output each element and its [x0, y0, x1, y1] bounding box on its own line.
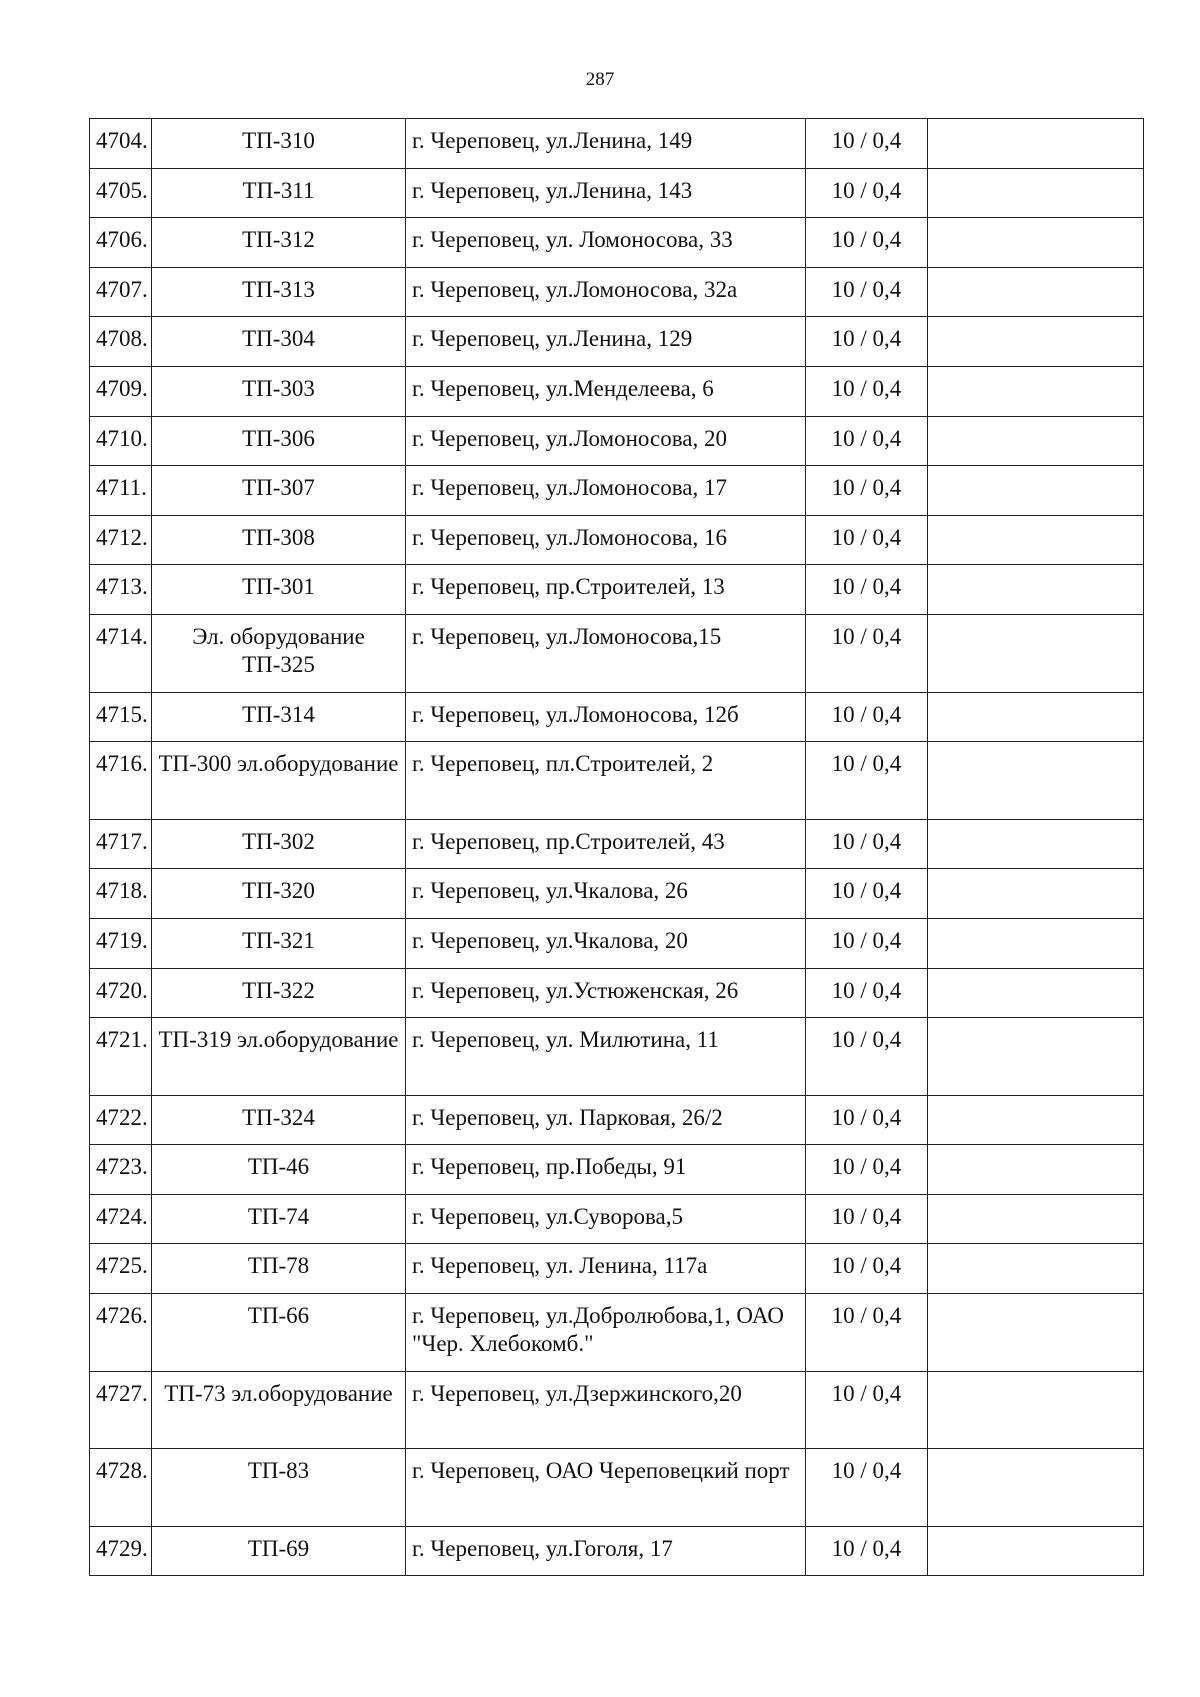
substation-address: г. Череповец, пр.Победы, 91: [406, 1145, 806, 1195]
substation-address: г. Череповец, ул.Чкалова, 20: [406, 918, 806, 968]
substation-address: г. Череповец, ОАО Череповецкий порт: [406, 1449, 806, 1527]
page-number: 287: [585, 69, 615, 90]
voltage-value: 10 / 0,4: [806, 515, 928, 565]
voltage-value: 10 / 0,4: [806, 1244, 928, 1294]
empty-cell: [928, 119, 1144, 169]
table-row: [90, 515, 1144, 565]
voltage-value: 10 / 0,4: [806, 1449, 928, 1527]
row-number: 4717.: [90, 819, 152, 869]
substation-address: г. Череповец, ул.Дзержинского,20: [406, 1371, 806, 1449]
table-row: [90, 565, 1144, 615]
row-number: 4705.: [90, 168, 152, 218]
empty-cell: [928, 218, 1144, 268]
table-row: [90, 1244, 1144, 1294]
substation-address: г. Череповец, ул.Ломоносова, 12б: [406, 692, 806, 742]
empty-cell: [928, 1018, 1144, 1096]
table-row: [90, 366, 1144, 416]
voltage-value: 10 / 0,4: [806, 614, 928, 692]
table-row: [90, 1371, 1144, 1449]
empty-cell: [928, 416, 1144, 466]
substation-name: Эл. оборудование ТП-325: [152, 614, 406, 692]
substation-address: г. Череповец, пр.Строителей, 43: [406, 819, 806, 869]
substation-name: ТП-322: [152, 968, 406, 1018]
row-number: 4718.: [90, 869, 152, 919]
substation-address: г. Череповец, ул.Добролюбова,1, ОАО "Чер. Хлебокомб.": [406, 1294, 806, 1372]
substation-address: г. Череповец, ул.Суворова,5: [406, 1194, 806, 1244]
row-number: 4706.: [90, 218, 152, 268]
substation-name: ТП-320: [152, 869, 406, 919]
empty-cell: [928, 819, 1144, 869]
voltage-value: 10 / 0,4: [806, 692, 928, 742]
substation-address: г. Череповец, ул.Ломоносова, 17: [406, 466, 806, 516]
substation-address: г. Череповец, ул.Ломоносова, 20: [406, 416, 806, 466]
substation-name: ТП-306: [152, 416, 406, 466]
substation-address: г. Череповец, ул.Чкалова, 26: [406, 869, 806, 919]
substation-name: ТП-304: [152, 317, 406, 367]
row-number: 4711.: [90, 466, 152, 516]
table-row: [90, 819, 1144, 869]
row-number: 4709.: [90, 366, 152, 416]
voltage-value: 10 / 0,4: [806, 1095, 928, 1145]
voltage-value: 10 / 0,4: [806, 1018, 928, 1096]
empty-cell: [928, 869, 1144, 919]
voltage-value: 10 / 0,4: [806, 1526, 928, 1576]
empty-cell: [928, 692, 1144, 742]
row-number: 4707.: [90, 267, 152, 317]
row-number: 4720.: [90, 968, 152, 1018]
table-row: [90, 968, 1144, 1018]
substation-name: ТП-83: [152, 1449, 406, 1527]
empty-cell: [928, 1526, 1144, 1576]
table-row: [90, 1095, 1144, 1145]
substation-name: ТП-46: [152, 1145, 406, 1195]
substation-name: ТП-301: [152, 565, 406, 615]
voltage-value: 10 / 0,4: [806, 1371, 928, 1449]
voltage-value: 10 / 0,4: [806, 1294, 928, 1372]
substation-name: ТП-310: [152, 119, 406, 169]
table-row: [90, 416, 1144, 466]
substation-address: г. Череповец, ул.Гоголя, 17: [406, 1526, 806, 1576]
substation-name: ТП-74: [152, 1194, 406, 1244]
table-row: [90, 267, 1144, 317]
row-number: 4716.: [90, 742, 152, 820]
substation-name: ТП-314: [152, 692, 406, 742]
empty-cell: [928, 565, 1144, 615]
table-row: [90, 317, 1144, 367]
substation-address: г. Череповец, ул.Устюженская, 26: [406, 968, 806, 1018]
substation-address: г. Череповец, ул.Ленина, 143: [406, 168, 806, 218]
empty-cell: [928, 918, 1144, 968]
voltage-value: 10 / 0,4: [806, 168, 928, 218]
table-row: [90, 742, 1144, 820]
table-row: [90, 869, 1144, 919]
substation-address: г. Череповец, пл.Строителей, 2: [406, 742, 806, 820]
voltage-value: 10 / 0,4: [806, 918, 928, 968]
voltage-value: 10 / 0,4: [806, 742, 928, 820]
row-number: 4713.: [90, 565, 152, 615]
row-number: 4719.: [90, 918, 152, 968]
empty-cell: [928, 742, 1144, 820]
substation-address: г. Череповец, ул.Ломоносова,15: [406, 614, 806, 692]
row-number: 4723.: [90, 1145, 152, 1195]
substation-address: г. Череповец, ул.Ленина, 149: [406, 119, 806, 169]
empty-cell: [928, 1145, 1144, 1195]
row-number: 4708.: [90, 317, 152, 367]
row-number: 4726.: [90, 1294, 152, 1372]
substation-name: ТП-321: [152, 918, 406, 968]
row-number: 4722.: [90, 1095, 152, 1145]
row-number: 4727.: [90, 1371, 152, 1449]
substation-address: г. Череповец, ул. Ленина, 117а: [406, 1244, 806, 1294]
table-row: [90, 1294, 1144, 1372]
substation-address: г. Череповец, ул.Ломоносова, 16: [406, 515, 806, 565]
substation-address: г. Череповец, ул.Ломоносова, 32а: [406, 267, 806, 317]
voltage-value: 10 / 0,4: [806, 366, 928, 416]
empty-cell: [928, 515, 1144, 565]
row-number: 4704.: [90, 119, 152, 169]
substation-name: ТП-66: [152, 1294, 406, 1372]
voltage-value: 10 / 0,4: [806, 869, 928, 919]
table-row: [90, 168, 1144, 218]
empty-cell: [928, 168, 1144, 218]
empty-cell: [928, 1095, 1144, 1145]
voltage-value: 10 / 0,4: [806, 565, 928, 615]
voltage-value: 10 / 0,4: [806, 416, 928, 466]
table-row: [90, 614, 1144, 692]
voltage-value: 10 / 0,4: [806, 119, 928, 169]
row-number: 4728.: [90, 1449, 152, 1527]
table-row: [90, 1526, 1144, 1576]
empty-cell: [928, 1194, 1144, 1244]
substation-address: г. Череповец, ул.Ленина, 129: [406, 317, 806, 367]
substation-address: г. Череповец, ул. Ломоносова, 33: [406, 218, 806, 268]
empty-cell: [928, 267, 1144, 317]
empty-cell: [928, 614, 1144, 692]
row-number: 4710.: [90, 416, 152, 466]
empty-cell: [928, 1371, 1144, 1449]
table-row: [90, 918, 1144, 968]
voltage-value: 10 / 0,4: [806, 1145, 928, 1195]
row-number: 4725.: [90, 1244, 152, 1294]
substation-name: ТП-307: [152, 466, 406, 516]
table-row: [90, 119, 1144, 169]
substation-address: г. Череповец, ул. Милютина, 11: [406, 1018, 806, 1096]
voltage-value: 10 / 0,4: [806, 267, 928, 317]
table-row: [90, 1145, 1144, 1195]
substation-table: [89, 118, 1144, 1576]
row-number: 4724.: [90, 1194, 152, 1244]
substation-name: ТП-311: [152, 168, 406, 218]
substation-address: г. Череповец, ул.Менделеева, 6: [406, 366, 806, 416]
substation-name: ТП-319 эл.оборудование: [152, 1018, 406, 1096]
voltage-value: 10 / 0,4: [806, 968, 928, 1018]
voltage-value: 10 / 0,4: [806, 218, 928, 268]
substation-address: г. Череповец, ул. Парковая, 26/2: [406, 1095, 806, 1145]
substation-address: г. Череповец, пр.Строителей, 13: [406, 565, 806, 615]
substation-name: ТП-303: [152, 366, 406, 416]
empty-cell: [928, 366, 1144, 416]
substation-name: ТП-312: [152, 218, 406, 268]
table-row: [90, 466, 1144, 516]
voltage-value: 10 / 0,4: [806, 1194, 928, 1244]
empty-cell: [928, 466, 1144, 516]
voltage-value: 10 / 0,4: [806, 317, 928, 367]
row-number: 4712.: [90, 515, 152, 565]
empty-cell: [928, 1294, 1144, 1372]
substation-name: ТП-78: [152, 1244, 406, 1294]
voltage-value: 10 / 0,4: [806, 819, 928, 869]
table-row: [90, 1194, 1144, 1244]
table-row: [90, 218, 1144, 268]
substation-name: ТП-302: [152, 819, 406, 869]
voltage-value: 10 / 0,4: [806, 466, 928, 516]
substation-name: ТП-324: [152, 1095, 406, 1145]
substation-name: ТП-69: [152, 1526, 406, 1576]
table-row: [90, 1449, 1144, 1527]
row-number: 4721.: [90, 1018, 152, 1096]
empty-cell: [928, 317, 1144, 367]
substation-name: ТП-308: [152, 515, 406, 565]
substation-name: ТП-313: [152, 267, 406, 317]
table-row: [90, 1018, 1144, 1096]
table-row: [90, 692, 1144, 742]
empty-cell: [928, 1449, 1144, 1527]
empty-cell: [928, 1244, 1144, 1294]
substation-name: ТП-300 эл.оборудование: [152, 742, 406, 820]
row-number: 4715.: [90, 692, 152, 742]
row-number: 4729.: [90, 1526, 152, 1576]
substation-name: ТП-73 эл.оборудование: [152, 1371, 406, 1449]
empty-cell: [928, 968, 1144, 1018]
row-number: 4714.: [90, 614, 152, 692]
